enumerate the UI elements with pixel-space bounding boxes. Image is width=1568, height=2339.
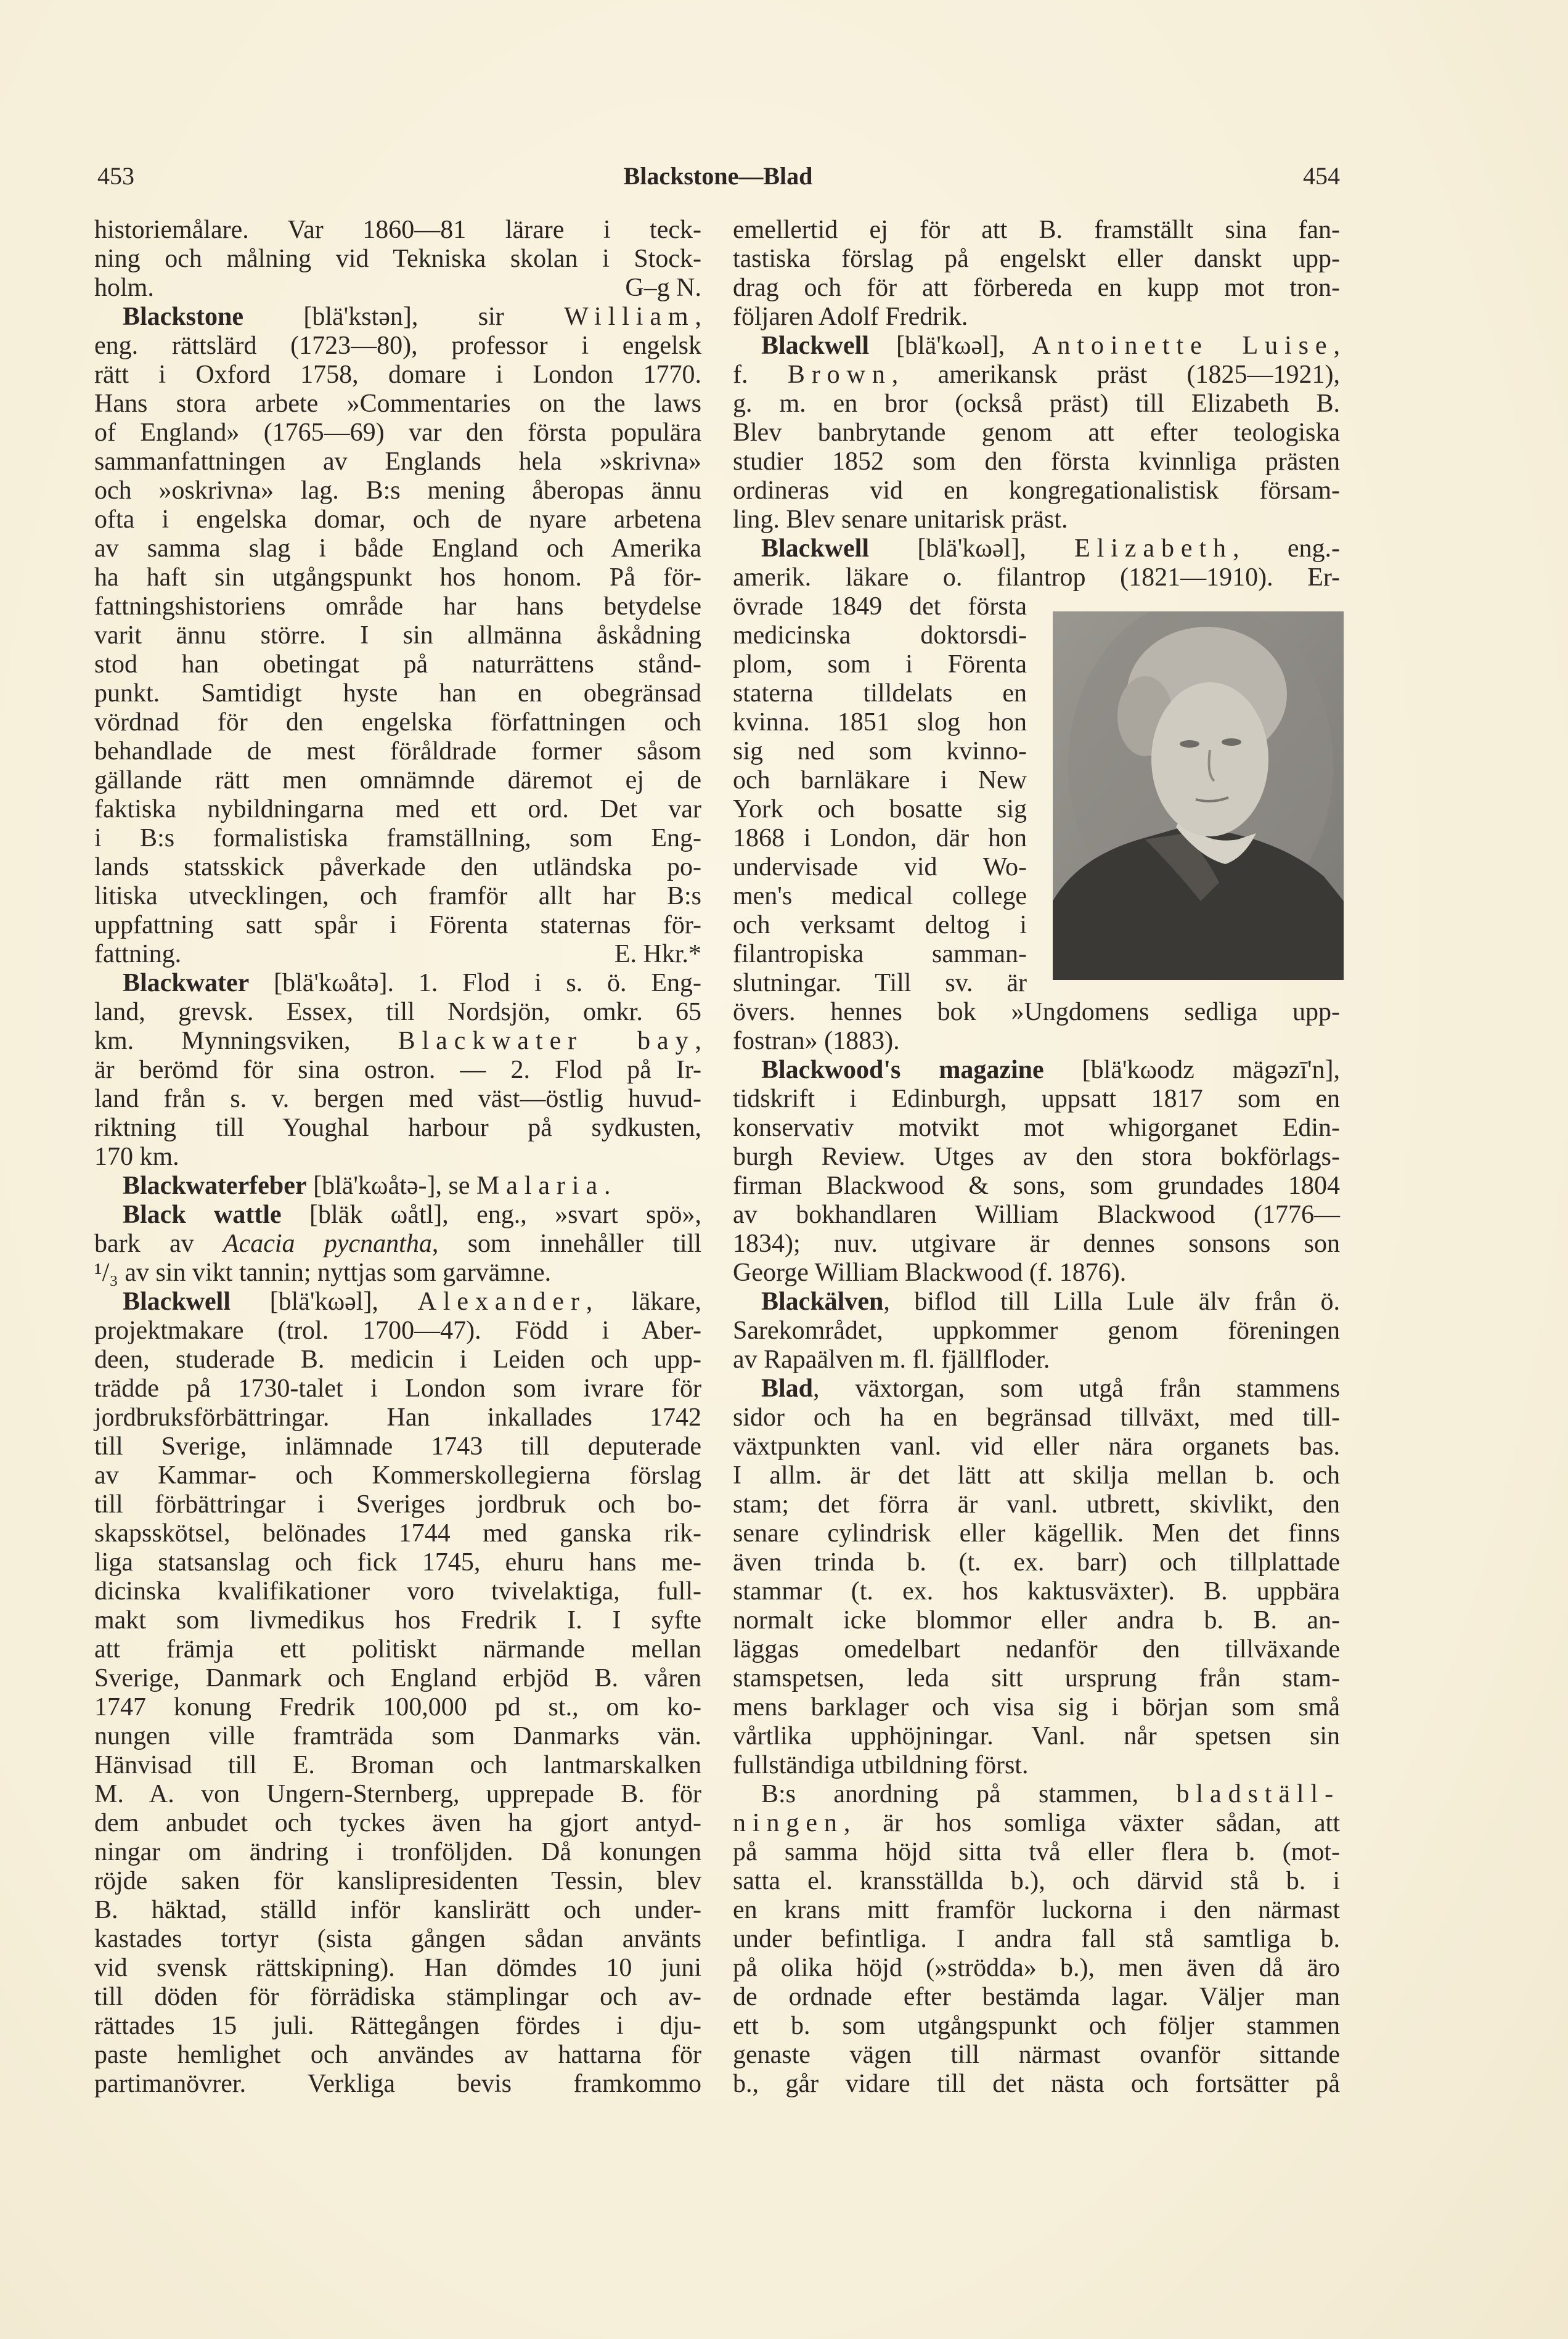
spaced-name: bladställ- <box>1176 1780 1340 1808</box>
text-run: , amerikansk präst (1825—1921), <box>891 361 1340 389</box>
text-line <box>94 795 701 824</box>
text-line <box>733 418 1340 447</box>
text-line <box>94 1983 701 2012</box>
author-signature: G–g N. <box>625 274 701 302</box>
text-line <box>94 361 701 390</box>
text-line <box>94 1780 701 1809</box>
text-line <box>94 1838 701 1867</box>
text-run: gällande rätt men omnämnde däremot ej de <box>94 766 701 794</box>
text-line <box>733 1606 1340 1635</box>
text-run: och verksamt deltog i <box>733 911 1027 939</box>
text-line <box>94 2041 701 2070</box>
text-run: , biflod till Lilla Lule älv från ö. <box>883 1288 1340 1316</box>
text-line <box>733 1490 1340 1519</box>
text-run: stammar (t. ex. hos kaktusväxter). B. uppbära <box>733 1577 1340 1606</box>
text-line <box>94 390 701 418</box>
text-run: tidskrift i Edinburgh, uppsatt 1817 som en <box>733 1085 1340 1113</box>
text-line <box>94 1085 701 1114</box>
text-line <box>94 216 701 245</box>
text-run: sig ned som kvinno- <box>733 737 1027 765</box>
text-run: övers. hennes bok »Ungdomens sedliga upp- <box>733 998 1340 1026</box>
text-run: land från s. v. bergen med väst—östlig huvud- <box>94 1085 701 1113</box>
text-line <box>94 1519 701 1548</box>
running-head: Blackstone—Blad <box>623 162 813 190</box>
text-line <box>94 2070 701 2099</box>
text-run: senare cylindrisk eller kägellik. Men det finns <box>733 1519 1340 1548</box>
text-run: ett b. som utgångspunkt och följer stammen <box>733 2012 1340 2040</box>
text-run: drag och för att förbereda en kupp mot tron- <box>733 274 1340 302</box>
headword: Blad <box>761 1374 814 1403</box>
text-line <box>94 1374 701 1403</box>
text-line <box>94 1809 701 1838</box>
text-line <box>733 1259 1340 1288</box>
text-line <box>94 1954 701 1983</box>
text-run: , eng.- <box>1232 534 1340 563</box>
text-line <box>733 708 1027 737</box>
text-run: holm. <box>94 274 154 302</box>
text-line <box>733 1085 1340 1114</box>
text-line <box>94 1432 701 1461</box>
text-run: behandlade de mest föråldrade former såsom <box>94 737 701 765</box>
right-column <box>733 216 1340 2099</box>
text-run: 170 km. <box>94 1143 179 1171</box>
text-line <box>94 708 701 737</box>
text-line <box>733 1027 1340 1056</box>
text-line <box>94 534 701 563</box>
text-run: [blä'kωəl], <box>869 534 1075 563</box>
text-run: fostran» (1883). <box>733 1027 900 1055</box>
text-line <box>733 766 1027 795</box>
text-line <box>94 911 701 940</box>
text-line <box>733 824 1027 853</box>
text-run: till döden för förrädiska stämplingar och av- <box>94 1983 701 2011</box>
text-line <box>733 1867 1340 1896</box>
text-run: slutningar. Till sv. är <box>733 969 1027 997</box>
left-column <box>94 216 701 2099</box>
text-line <box>94 1722 701 1751</box>
text-run: men's medical college <box>733 882 1027 910</box>
text-run: 1834); nuv. utgivare är dennes sonsons son <box>733 1230 1340 1258</box>
headword: Blackwell <box>123 1288 231 1316</box>
text-run: . <box>604 1172 611 1200</box>
text-run: I allm. är det lätt att skilja mellan b. och <box>733 1461 1340 1490</box>
spaced-name: Alexander <box>417 1288 586 1316</box>
text-run: att främja ett politiskt närmande mellan <box>94 1635 701 1663</box>
entry-first-line <box>733 1056 1340 1085</box>
headword: Blackwood's magazine <box>761 1056 1044 1084</box>
text-run: sammanfattningen av Englands hela »skrivna» <box>94 447 701 476</box>
text-line <box>94 592 701 621</box>
text-run: mens barklager och visa sig i början som små <box>733 1693 1340 1721</box>
text-run: M. A. von Ungern-Sternberg, upprepade B. för <box>94 1780 701 1808</box>
text-line <box>733 1519 1340 1548</box>
text-run: , är hos somliga växter sådan, att <box>843 1809 1340 1837</box>
entry-first-line <box>94 969 701 998</box>
text-line <box>94 998 701 1027</box>
text-run: b., går vidare till det nästa och fortsätter på <box>733 2070 1340 2098</box>
text-run: deen, studerade B. medicin i Leiden och upp- <box>94 1345 701 1374</box>
text-run: medicinska doktorsdi- <box>733 621 1027 650</box>
text-run: konservativ motvikt mot whigorganet Edin- <box>733 1114 1340 1142</box>
spaced-name: ningen <box>733 1809 844 1837</box>
text-line <box>733 303 1340 332</box>
portrait-photo <box>1053 611 1344 980</box>
text-run: [blä'kωodz mägəzī'n], <box>1043 1056 1341 1084</box>
text-run: kvinna. 1851 slog hon <box>733 708 1027 737</box>
text-run: genaste vägen till närmast ovanför sittande <box>733 2041 1340 2069</box>
text-run: burgh Review. Utges av den stora bokförlags- <box>733 1143 1340 1171</box>
text-line <box>94 332 701 361</box>
text-run: jordbruksförbättringar. Han inkallades 1742 <box>94 1403 701 1432</box>
text-run: till Sverige, inlämnade 1743 till deputerade <box>94 1432 701 1461</box>
text-run: B. häktad, ställd inför kanslirätt och under- <box>94 1896 701 1924</box>
text-line <box>94 766 701 795</box>
text-run: trädde på 1730-talet i London som ivrare för <box>94 1374 701 1403</box>
text-run: Sverige, Danmark och England erbjöd B. våren <box>94 1664 701 1692</box>
text-run: Blev banbrytande genom att efter teologiska <box>733 418 1340 447</box>
text-run: även trinda b. (t. ex. barr) och tillplattade <box>733 1548 1340 1577</box>
text-line <box>733 1432 1340 1461</box>
text-line <box>733 1316 1340 1345</box>
text-run: nungen ville framträda som Danmarks vän. <box>94 1722 701 1750</box>
entry-first-line <box>94 303 701 332</box>
text-run: punkt. Samtidigt hyste han en obegränsad <box>94 679 701 708</box>
text-line <box>94 650 701 679</box>
text-run: g. m. en bror (också präst) till Elizabeth B. <box>733 390 1340 418</box>
entry-first-line <box>733 534 1340 563</box>
text-run: bark av <box>94 1230 223 1258</box>
text-run: studier 1852 som den första kvinnliga prästen <box>733 447 1340 476</box>
text-line <box>94 447 701 476</box>
text-line <box>733 882 1027 911</box>
text-run: plom, som i Förenta <box>733 650 1027 679</box>
text-line <box>733 1925 1340 1954</box>
text-run: staterna tilldelats en <box>733 679 1027 708</box>
text-run: och »oskrivna» lag. B:s mening åberopas ännu <box>94 476 701 505</box>
text-line <box>733 2041 1340 2070</box>
spaced-name: Brown <box>787 361 892 389</box>
text-line <box>733 1403 1340 1432</box>
text-run: följaren Adolf Fredrik. <box>733 303 968 331</box>
text-run: Hänvisad till E. Broman och lantmarskalken <box>94 1751 701 1779</box>
text-run: de ordnade efter bestämda lagar. Väljer man <box>733 1983 1340 2011</box>
text-run: på samma höjd sitta två eller flera b. (mot- <box>733 1838 1340 1866</box>
text-line <box>94 1577 701 1606</box>
text-run: fullständiga utbildning först. <box>733 1751 1029 1779</box>
page-number-left: 453 <box>97 162 134 190</box>
text-line <box>733 1751 1340 1780</box>
text-run: riktning till Youghal harbour på sydkusten, <box>94 1114 701 1142</box>
text-line <box>733 969 1027 998</box>
text-line <box>94 2012 701 2041</box>
text-line <box>733 1143 1340 1172</box>
italic-term: Acacia pycnantha <box>223 1230 432 1258</box>
text-line <box>733 1954 1340 1983</box>
text-run: [blä'kωəl], <box>869 332 1032 360</box>
author-signature: E. Hkr.* <box>614 940 701 968</box>
text-line <box>733 1345 1340 1374</box>
text-run: ¹/₃ av sin vikt tannin; nyttjas som garvämne. <box>94 1259 552 1287</box>
text-line <box>733 1809 1340 1838</box>
entry-first-line <box>733 1374 1340 1403</box>
text-line <box>733 1693 1340 1722</box>
text-line <box>733 1461 1340 1490</box>
spaced-name: Antoinette Luise <box>1032 332 1334 360</box>
text-run: vid svensk rättskipning). Han dömdes 10 juni <box>94 1954 701 1982</box>
text-run: 1868 i London, där hon <box>733 824 1027 852</box>
spaced-name: William <box>564 303 695 331</box>
text-run: eng. rättslärd (1723—80), professor i engelsk <box>94 332 701 360</box>
text-line <box>733 1172 1340 1201</box>
text-line <box>94 1635 701 1664</box>
text-run: [blä'kstən], sir <box>243 303 565 331</box>
text-run: övrade 1849 det första <box>733 592 1027 621</box>
text-run: undervisade vid Wo- <box>733 853 1027 881</box>
text-line <box>94 1664 701 1693</box>
text-line <box>733 274 1340 303</box>
text-line <box>94 824 701 853</box>
text-line <box>94 1867 701 1896</box>
page-number-right: 454 <box>1303 162 1340 190</box>
text-run: historiemålare. Var 1860—81 lärare i teck- <box>94 216 701 244</box>
text-line <box>94 1751 701 1780</box>
headword: Blackwaterfeber <box>123 1172 307 1200</box>
text-run: ning och målning vid Tekniska skolan i Stock- <box>94 245 701 273</box>
text-run: , <box>695 1027 701 1055</box>
text-line <box>94 1143 701 1172</box>
text-line <box>733 1838 1340 1867</box>
text-line <box>94 1345 701 1374</box>
spaced-name: Blackwater bay <box>398 1027 695 1055</box>
text-run: projektmakare (trol. 1700—47). Född i Aber- <box>94 1316 701 1345</box>
text-run: under befintliga. I andra fall stå samtliga b. <box>733 1925 1340 1953</box>
text-run: B:s anordning på stammen, <box>761 1780 1177 1808</box>
text-run: paste hemlighet och användes av hattarna för <box>94 2041 701 2069</box>
text-line <box>94 1606 701 1635</box>
text-run: vårtlika upphöjningar. Vanl. når spetsen sin <box>733 1722 1340 1750</box>
text-run: fattningshistoriens område har hans betydelse <box>94 592 701 621</box>
text-line <box>94 882 701 911</box>
text-run: av bokhandlaren William Blackwood (1776— <box>733 1201 1340 1229</box>
text-run: amerik. läkare o. filantrop (1821—1910). Er- <box>733 563 1340 592</box>
text-run: skapsskötsel, belönades 1744 med ganska rik- <box>94 1519 701 1548</box>
text-line <box>733 650 1027 679</box>
text-line <box>94 940 701 969</box>
text-run: [blä'kωåtə-], se <box>306 1172 476 1200</box>
text-line <box>733 1577 1340 1606</box>
text-run: firman Blackwood & sons, som grundades 1804 <box>733 1172 1340 1200</box>
text-line <box>733 563 1340 592</box>
text-line <box>94 563 701 592</box>
entry-first-line <box>94 1172 701 1201</box>
headword: Blackwater <box>123 969 250 997</box>
text-run: , växtorgan, som utgå från stammens <box>813 1374 1340 1403</box>
text-line <box>733 679 1027 708</box>
text-line <box>94 1056 701 1085</box>
text-run: ordineras vid en kongregationalistisk försam- <box>733 476 1340 505</box>
text-run: , <box>695 303 701 331</box>
text-line <box>733 1896 1340 1925</box>
text-run: sidor och ha en begränsad tillväxt, med till- <box>733 1403 1340 1432</box>
text-line <box>733 1201 1340 1230</box>
text-line <box>94 621 701 650</box>
text-run: dicinska kvalifikationer voro tvivelaktiga, full- <box>94 1577 701 1606</box>
text-run: rättades 15 juli. Rättegången fördes i dju- <box>94 2012 701 2040</box>
text-run: vördnad för den engelska författningen och <box>94 708 701 737</box>
text-run: kastades tortyr (sista gången sådan använts <box>94 1925 701 1953</box>
entry-first-line <box>733 1780 1340 1809</box>
text-line <box>94 476 701 505</box>
text-line <box>733 795 1027 824</box>
text-run: en krans mitt framför luckorna i den närmast <box>733 1896 1340 1924</box>
headword: Blackwell <box>761 332 869 360</box>
text-run: ningar om ändring i tronföljden. Då konungen <box>94 1838 701 1866</box>
text-run: stod han obetingat på naturrättens stånd- <box>94 650 701 679</box>
text-run: stam; det förra är vanl. utbrett, skivlikt, den <box>733 1490 1340 1519</box>
text-line <box>733 2012 1340 2041</box>
text-run: är berömd för sina ostron. — 2. Flod på Ir- <box>94 1056 701 1084</box>
text-line <box>733 361 1340 390</box>
text-line <box>94 1896 701 1925</box>
text-line <box>733 447 1340 476</box>
text-line <box>94 1027 701 1056</box>
text-run: liga statsanslag och fick 1745, ehuru hans me- <box>94 1548 701 1577</box>
text-run: och barnläkare i New <box>733 766 1027 794</box>
text-line <box>733 216 1340 245</box>
text-line <box>94 245 701 274</box>
text-run: av Kammar- och Kommerskollegierna förslag <box>94 1461 701 1490</box>
text-run: Sarekområdet, uppkommer genom föreningen <box>733 1316 1340 1345</box>
text-run: George William Blackwood (f. 1876). <box>733 1259 1127 1287</box>
text-run: normalt icke blommor eller andra b. B. an- <box>733 1606 1340 1635</box>
text-run: makt som livmedikus hos Fredrik I. I syfte <box>94 1606 701 1635</box>
text-run: tastiska förslag på engelskt eller danskt upp- <box>733 245 1340 273</box>
text-run: ling. Blev senare unitarisk präst. <box>733 505 1068 534</box>
text-run: faktiska nybildningarna med ett ord. Det var <box>94 795 701 823</box>
text-run: 1747 konung Fredrik 100,000 pd st., om ko- <box>94 1693 701 1721</box>
text-run: av Rapaälven m. fl. fjällfloder. <box>733 1345 1050 1374</box>
text-line <box>733 1983 1340 2012</box>
text-line <box>733 1664 1340 1693</box>
text-line <box>733 476 1340 505</box>
text-line <box>94 1316 701 1345</box>
text-run: [bläk ωåtl], eng., »svart spö», <box>281 1201 701 1229</box>
text-line <box>94 274 701 303</box>
text-run: i B:s formalistiska framställning, som Eng- <box>94 824 701 852</box>
text-run: röjde saken för kanslipresidenten Tessin, blev <box>94 1867 701 1895</box>
text-run: rätt i Oxford 1758, domare i London 1770. <box>94 361 701 389</box>
headword: Blackwell <box>761 534 869 563</box>
text-run: till förbättringar i Sveriges jordbruk och bo- <box>94 1490 701 1519</box>
entry-first-line <box>733 332 1340 361</box>
text-run: , <box>1333 332 1340 360</box>
text-line <box>94 1114 701 1143</box>
text-line <box>94 737 701 766</box>
text-run: av samma slag i både England och Amerika <box>94 534 701 563</box>
text-line <box>94 505 701 534</box>
spaced-name: Malaria <box>476 1172 605 1200</box>
text-line <box>94 1693 701 1722</box>
text-run: växtpunkten vanl. vid eller nära organets bas. <box>733 1432 1340 1461</box>
text-run: of England» (1765—69) var den första populära <box>94 418 701 447</box>
entry-first-line <box>94 1288 701 1316</box>
text-run: varit ännu större. I sin allmänna åskådning <box>94 621 701 650</box>
text-line <box>733 737 1027 766</box>
text-run: f. <box>733 361 788 389</box>
text-run: York och bosatte sig <box>733 795 1027 823</box>
text-line <box>733 2070 1340 2099</box>
text-run: km. Mynningsviken, <box>94 1027 398 1055</box>
text-run: Hans stora arbete »Commentaries on the laws <box>94 390 701 418</box>
text-run: stamspetsen, leda sitt ursprung från stam- <box>733 1664 1340 1692</box>
text-run: lands statsskick påverkade den utländska po- <box>94 853 701 881</box>
text-run: läggas omedelbart nedanför den tillväxande <box>733 1635 1340 1663</box>
text-run: dem anbudet och tyckes även ha gjort antyd- <box>94 1809 701 1837</box>
text-line <box>733 245 1340 274</box>
text-line <box>733 621 1027 650</box>
text-line <box>733 998 1340 1027</box>
headword: Black wattle <box>123 1201 282 1229</box>
text-run: land, grevsk. Essex, till Nordsjön, omkr. 65 <box>94 998 701 1026</box>
text-line <box>94 679 701 708</box>
text-line <box>94 853 701 882</box>
text-line <box>94 1548 701 1577</box>
entry-first-line <box>733 1288 1340 1316</box>
text-line <box>94 418 701 447</box>
text-run: på olika höjd (»strödda» b.), men även då äro <box>733 1954 1340 1982</box>
spaced-name: Elizabeth <box>1074 534 1233 563</box>
text-line <box>94 1925 701 1954</box>
text-run: filantropiska samman- <box>733 940 1027 968</box>
text-run: , som innehåller till <box>431 1230 701 1258</box>
text-line <box>733 1635 1340 1664</box>
text-run: ofta i engelska domar, och de nyare arbetena <box>94 505 701 534</box>
text-line <box>94 1490 701 1519</box>
text-run: uppfattning satt spår i Förenta staternas för- <box>94 911 701 939</box>
text-line <box>733 1548 1340 1577</box>
text-run: [blä'kωəl], <box>231 1288 418 1316</box>
text-line <box>733 940 1027 969</box>
text-line <box>733 853 1027 882</box>
text-line <box>94 1259 701 1288</box>
entry-first-line <box>94 1201 701 1230</box>
text-line <box>733 390 1340 418</box>
headword: Blackälven <box>761 1288 884 1316</box>
text-run: satta el. kransställda b.), och därvid stå b. i <box>733 1867 1340 1895</box>
text-line <box>733 505 1340 534</box>
headword: Blackstone <box>123 303 244 331</box>
text-run: fattning. <box>94 940 182 968</box>
text-line <box>94 1403 701 1432</box>
text-run: ha haft sin utgångspunkt hos honom. På för- <box>94 563 701 592</box>
text-run: litiska utvecklingen, och framför allt har B:s <box>94 882 701 910</box>
text-run: partimanövrer. Verkliga bevis framkommo <box>94 2070 701 2098</box>
text-line <box>94 1461 701 1490</box>
text-run: emellertid ej för att B. framställt sina fan- <box>733 216 1340 244</box>
text-line <box>733 911 1027 940</box>
text-line <box>733 1230 1340 1259</box>
text-run: [blä'kωåtə]. 1. Flod i s. ö. Eng- <box>249 969 701 997</box>
text-line <box>733 1114 1340 1143</box>
text-line <box>733 592 1027 621</box>
text-line <box>733 1722 1340 1751</box>
text-line <box>94 1230 701 1259</box>
text-run: , läkare, <box>586 1288 701 1316</box>
